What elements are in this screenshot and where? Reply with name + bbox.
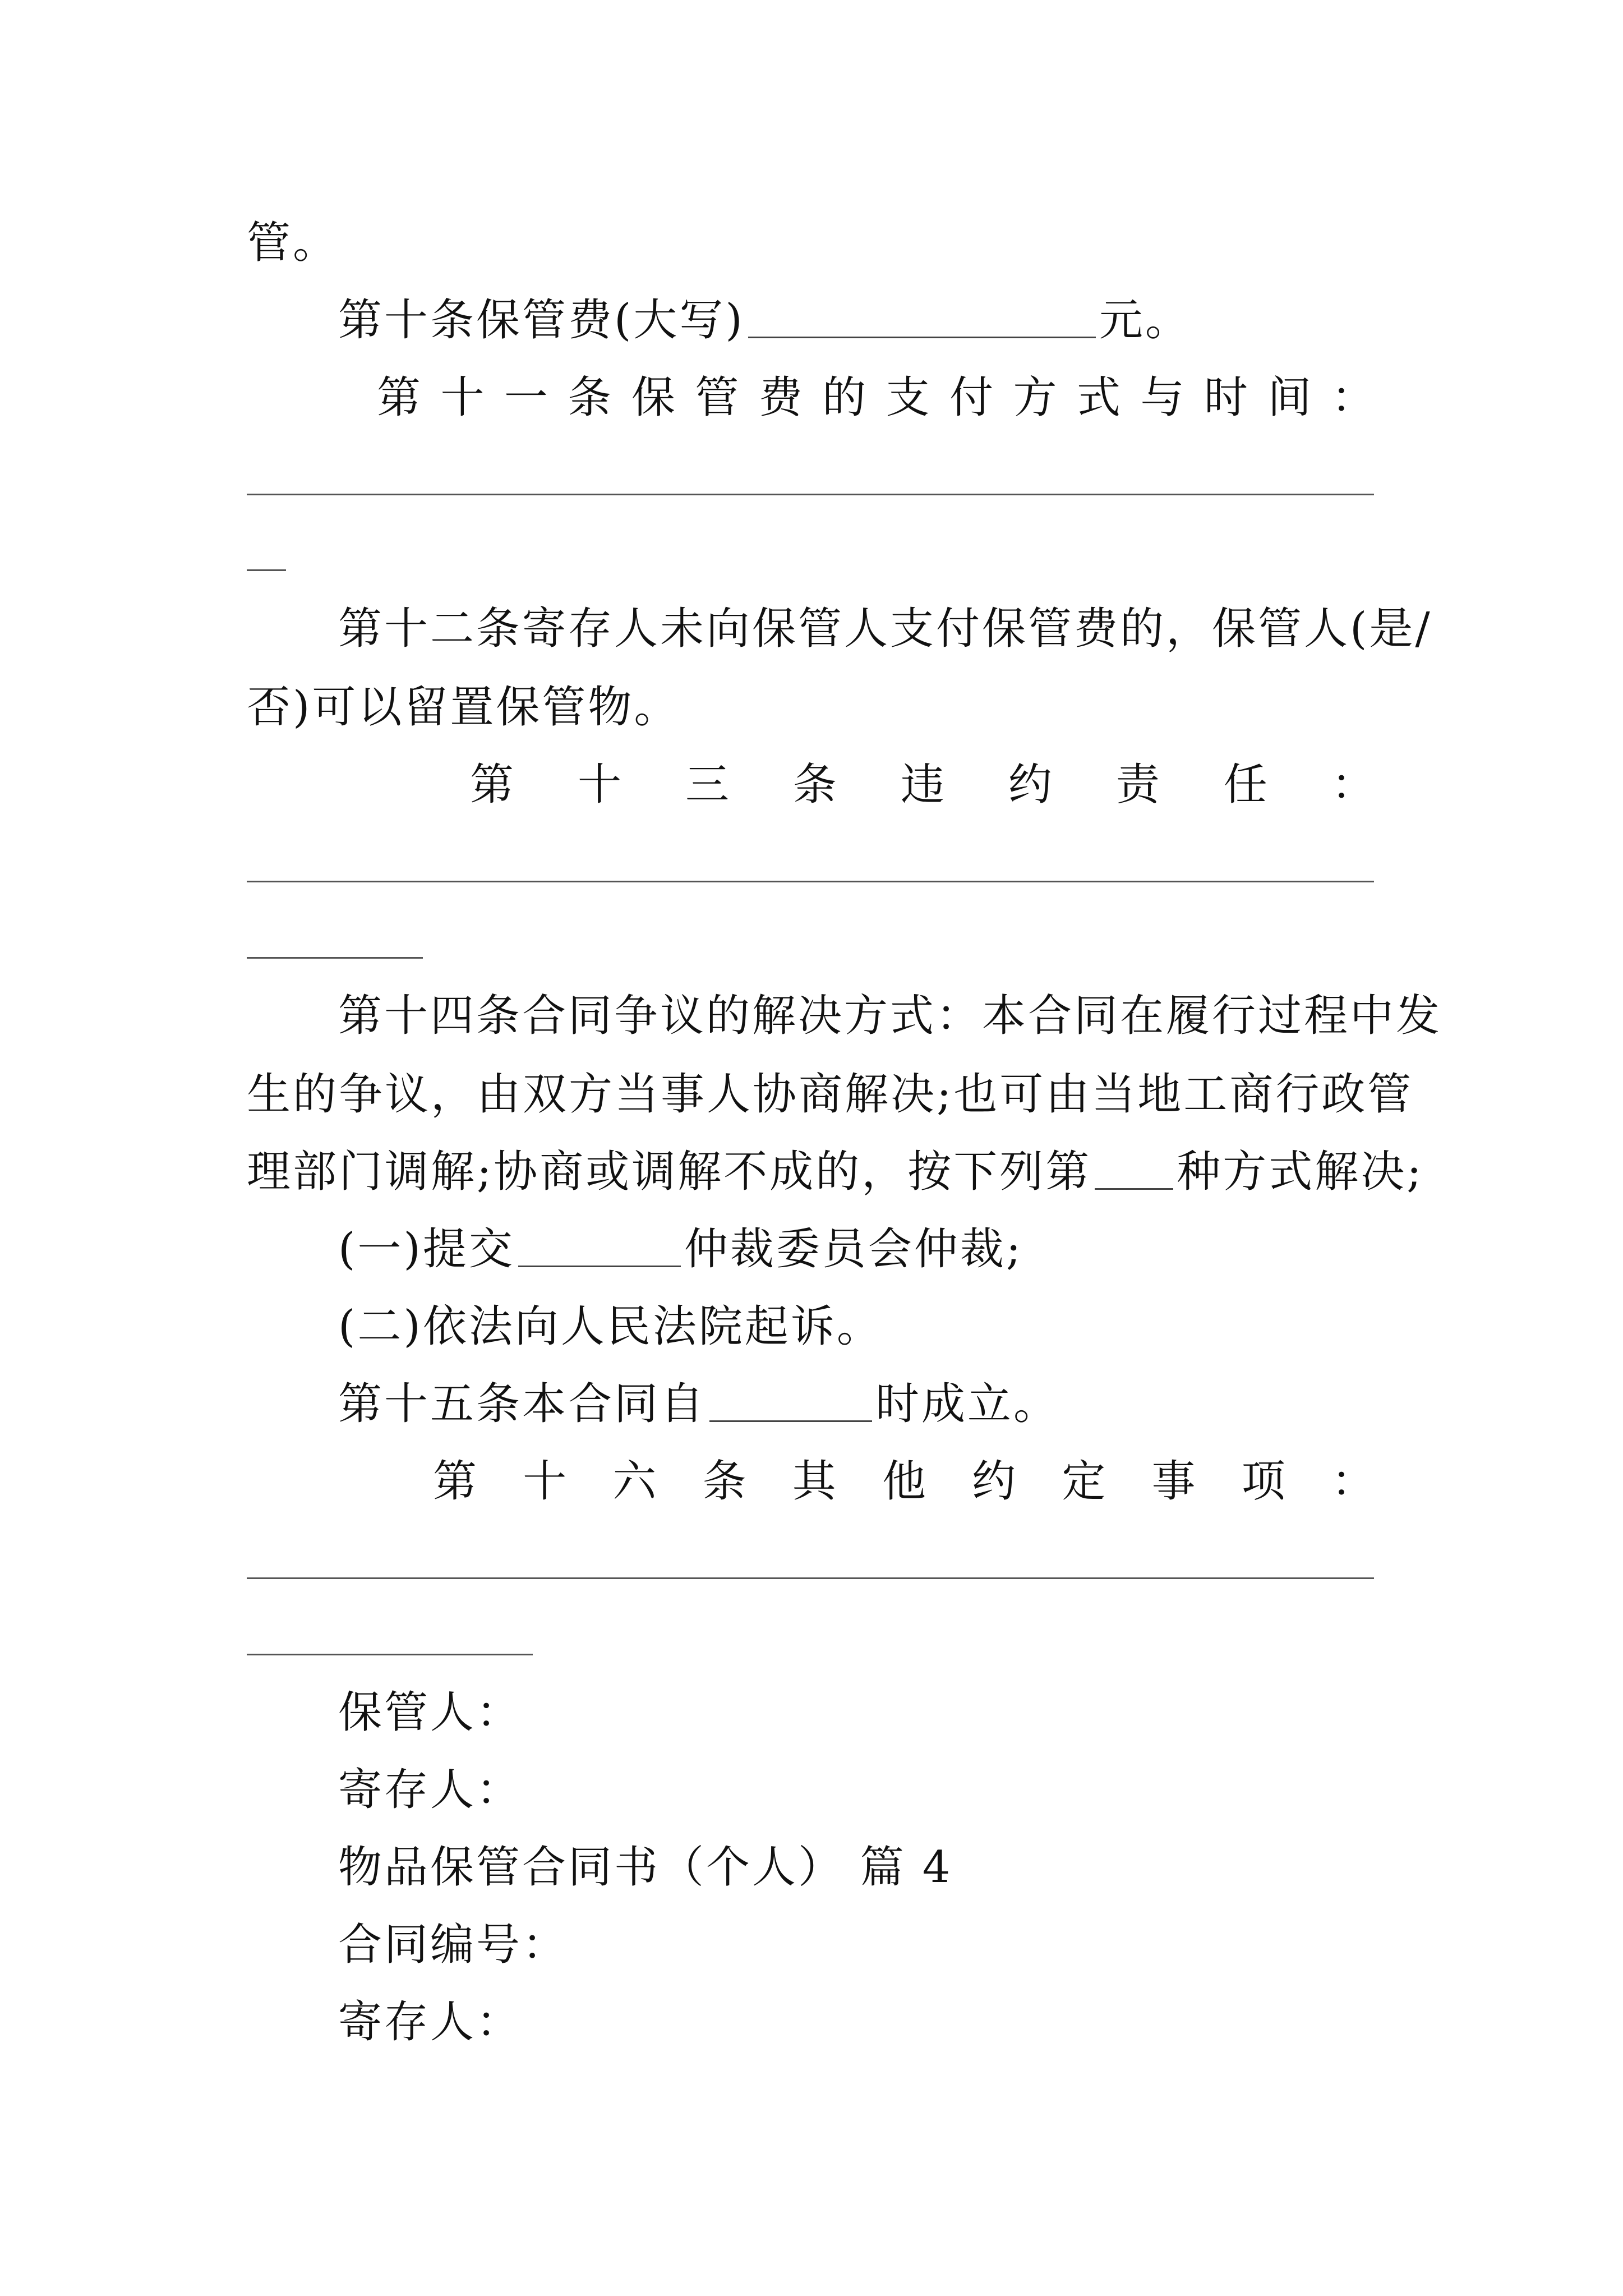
heading-char: 第: [433, 1456, 477, 1507]
heading-char: 一: [504, 372, 548, 423]
heading-char: 第: [470, 760, 514, 810]
heading-char: 条: [792, 760, 837, 810]
heading-char: 项: [1241, 1456, 1285, 1507]
section-title: 物品保管合同书（个人） 篇 4: [338, 1842, 953, 1893]
fill-in-line-end: [247, 569, 286, 571]
heading-char: 费: [758, 372, 803, 423]
heading-char: 十: [577, 760, 621, 810]
article-10: [338, 289, 1191, 351]
fill-in-line: [247, 881, 1374, 882]
heading-char: 付: [949, 372, 994, 423]
heading-char: 违: [900, 760, 944, 810]
heading-char: 他: [882, 1456, 926, 1507]
heading-char: 式: [1076, 372, 1121, 423]
method-number-blank: [1095, 1149, 1173, 1190]
heading-char: 间: [1267, 372, 1312, 423]
heading-char: 条: [568, 372, 612, 423]
effective-time-blank: [709, 1381, 872, 1422]
contract-number: 合同编号：: [338, 1920, 569, 1970]
article-10-label: 第十条保管费(大写): [338, 295, 745, 346]
text-line: 生的争议，由双方当事人协商解决;也可由当地工商行政管: [247, 1069, 1414, 1120]
fill-in-line: [247, 494, 1374, 495]
text-line: 第十二条寄存人未向保管人支付保管费的，保管人(是/: [338, 604, 1432, 654]
heading-char: 三: [685, 760, 729, 810]
option-1-text-end: 仲裁委员会仲裁;: [684, 1224, 1023, 1274]
article-11-heading: [377, 367, 1375, 429]
article-10-unit: 元。: [1099, 295, 1191, 346]
article-15-text: 第十五条本合同自: [338, 1379, 707, 1429]
heading-char: 十: [523, 1456, 567, 1507]
text-line: 管。: [247, 218, 339, 268]
article-14-text: 理部门调解;协商或调解不成的，按下列第: [247, 1147, 1092, 1197]
heading-char: 第: [377, 372, 421, 423]
heading-char: ：: [1331, 1456, 1375, 1507]
heading-char: 方: [1013, 372, 1057, 423]
heading-char: 定: [1062, 1456, 1106, 1507]
heading-char: 与: [1140, 372, 1184, 423]
heading-char: ：: [1331, 372, 1375, 423]
heading-char: ：: [1331, 760, 1375, 810]
fill-in-line: [247, 1577, 1374, 1579]
text-line: 否)可以留置保管物。: [247, 682, 680, 733]
option-2: (二)依法向人民法院起诉。: [338, 1301, 883, 1352]
article-14-cont: [247, 1141, 1424, 1203]
heading-char: 的: [822, 372, 866, 423]
arbitration-blank: [518, 1226, 681, 1267]
heading-char: 支: [886, 372, 930, 423]
heading-char: 约: [1008, 760, 1052, 810]
article-13-heading: [470, 754, 1375, 816]
heading-char: 条: [702, 1456, 746, 1507]
heading-char: 任: [1223, 760, 1267, 810]
text-line: 第十四条合同争议的解决方式：本合同在履行过程中发: [338, 991, 1442, 1041]
heading-char: 其: [792, 1456, 836, 1507]
article-16-heading: [433, 1451, 1375, 1512]
article-15-text-end: 时成立。: [875, 1379, 1060, 1429]
heading-char: 管: [695, 372, 739, 423]
article-15: [338, 1373, 1059, 1435]
option-1: [338, 1218, 1023, 1280]
article-14-text-end: 种方式解决;: [1177, 1147, 1424, 1197]
heading-char: 事: [1151, 1456, 1196, 1507]
depositor: 寄存人：: [338, 1997, 523, 2047]
fill-in-line-end: [247, 957, 423, 959]
fill-in-line-end: [247, 1654, 533, 1655]
option-1-text: (一)提交: [338, 1224, 515, 1274]
custodian-signature: 保管人：: [338, 1687, 523, 1738]
heading-char: 责: [1115, 760, 1160, 810]
heading-char: 约: [972, 1456, 1016, 1507]
heading-char: 时: [1204, 372, 1248, 423]
heading-char: 六: [612, 1456, 657, 1507]
depositor-signature: 寄存人：: [338, 1765, 523, 1815]
heading-char: 保: [631, 372, 675, 423]
fee-amount-blank: [748, 297, 1096, 338]
heading-char: 十: [440, 372, 485, 423]
